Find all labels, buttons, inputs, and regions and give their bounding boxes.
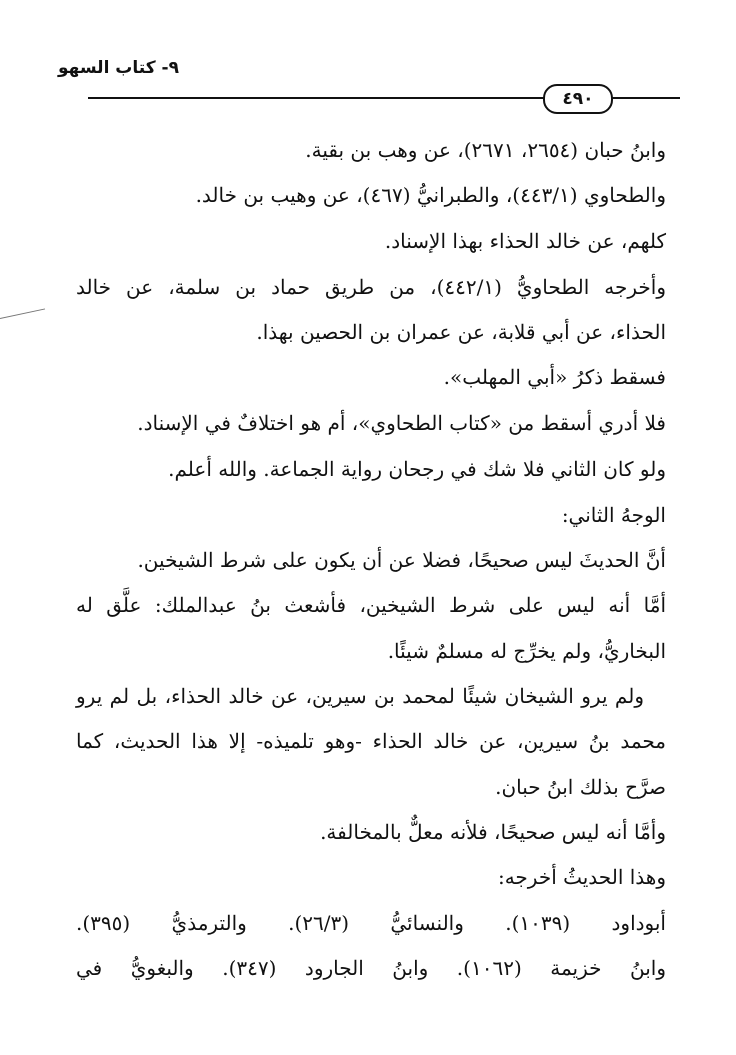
text-line: محمد بنُ سيرين، عن خالد الحذاء -وهو تلميذه- إلا هذا الحديث، كما: [76, 729, 666, 753]
text-line: الحذاء، عن أبي قلابة، عن عمران بن الحصين بهذا.: [256, 320, 666, 344]
text-line: كلهم، عن خالد الحذاء بهذا الإسناد.: [384, 229, 666, 253]
section-heading: الوجهُ الثاني:: [561, 503, 666, 527]
text-line: أنَّ الحديثَ ليس صحيحًا، فضلا عن أن يكون على شرط الشيخين.: [137, 548, 666, 572]
text-line: وابنُ خزيمة (١٠٦٢). وابنُ الجارود (٣٤٧). والبغويُّ في: [76, 956, 666, 980]
text-line: أمَّا أنه ليس على شرط الشيخين، فأشعث بنُ عبدالملك: علَّق له: [76, 593, 666, 617]
text-line: أبوداود (١٠٣٩). والنسائيُّ (٢٦/٣). والترمذيُّ (٣٩٥).: [76, 911, 666, 935]
text-line: وابنُ حبان (٢٦٥٤، ٢٦٧١)، عن وهب بن بقية.: [305, 138, 666, 162]
text-line: والطحاوي (٤٤٣/١)، والطبرانيُّ (٤٦٧)، عن وهيب بن خالد.: [195, 183, 666, 207]
text-line: ولو كان الثاني فلا شك في رجحان رواية الجماعة. والله أعلم.: [168, 457, 666, 481]
text-line: وأمَّا أنه ليس صحيحًا، فلأنه معلٌّ بالمخالفة.: [320, 820, 666, 844]
text-line: صرَّح بذلك ابنُ حبان.: [495, 775, 666, 799]
page-number: ٤٩٠: [543, 84, 613, 114]
text-line: فلا أدري أسقط من «كتاب الطحاوي»، أم هو اختلافٌ في الإسناد.: [137, 411, 666, 435]
chapter-title: ٩- كتاب السهو: [58, 58, 179, 78]
text-line: وهذا الحديثُ أخرجه:: [497, 865, 666, 889]
text-line: ولم يرو الشيخان شيئًا لمحمد بن سيرين، عن خالد الحذاء، بل لم يرو: [76, 684, 644, 708]
scan-mark: [0, 308, 45, 319]
text-line: فسقط ذكرُ «أبي المهلب».: [443, 365, 666, 389]
text-line: وأخرجه الطحاويُّ (٤٤٢/١)، من طريق حماد بن سلمة، عن خالد: [76, 275, 666, 299]
text-line: البخاريُّ، ولم يخرِّج له مسلمٌ شيئًا.: [387, 639, 666, 663]
